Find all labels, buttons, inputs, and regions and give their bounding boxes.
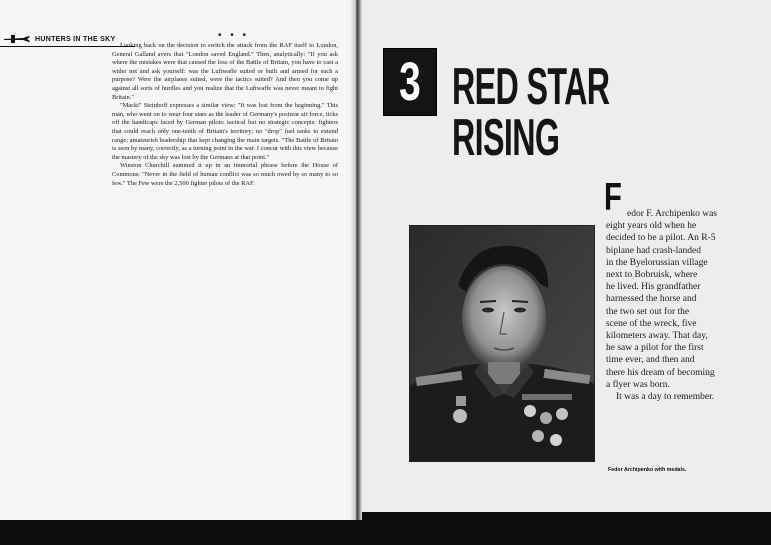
portrait-image (410, 226, 594, 461)
story-line: he lived. His grandfather (606, 282, 701, 293)
story-line: he saw a pilot for the first (606, 343, 704, 354)
portrait-photo (409, 225, 595, 462)
running-head: HUNTERS IN THE SKY (35, 36, 116, 43)
story-line: eight years old when he (606, 221, 697, 232)
chapter-title (452, 58, 672, 167)
story-line: a flyer was born. (606, 379, 670, 390)
story-line: time ever, and then and (606, 355, 695, 366)
paragraph: Winston Churchill summed it up in an immortal phrase before the House of Commons: "Never in the field of human conflict was so much owed by so many to so few." The Few were the 2,500 fighter pilots of the RAF. (112, 162, 338, 187)
photo-caption: Fedor Archipenko with medals. (608, 467, 687, 473)
airplane-icon (3, 34, 31, 44)
story-line: scene of the wreck, five (606, 318, 697, 329)
story-line: harnessed the horse and (606, 294, 697, 305)
left-body-text (112, 42, 338, 188)
page-gutter (350, 0, 362, 520)
chapter-number: 3 (399, 52, 421, 112)
story-line: next to Bobruisk, where (606, 270, 698, 281)
story-line: decided to be a pilot. An R-5 (606, 233, 716, 244)
chapter-title-line: RED STAR (452, 58, 610, 116)
paragraph: "Macki" Steinhoff expresses a similar view: "It was lost from the beginning." This man, who went on to wear four stars as the leader of Germany's postwar air force, ticks off the handicaps faced by German pilots: tactical but no strategic concepts: fighters that could reach only one-tenth of Britain's territory; no "drop" fuel tanks to extend range; amateurish leadership that kept changing the main targets. "The Battle of Britain is seen by many, correctly, as a turning point in the war. I concur with this view because the mastery of the sky was lost by the Germans at that point." (112, 102, 338, 161)
paragraph: Looking back on the decision to switch the attack from the RAF itself to London, General Galland avers that "London saved England." Then, analytically: "If you ask where the mistakes were that caused the loss of the Battle of Britain, you have to cast a wider net and ask yourself: was the Luftwaffe suited or built and armed for such a purpose? Were the airplanes suited, were the tactics suited? And then you come up against all sorts of hurdles and you realize that the Luftwaffe was never meant to fight Britain." (112, 42, 338, 101)
story-line: biplane had crash-landed (606, 245, 701, 256)
story-line: edor F. Archipenko was (627, 209, 717, 219)
story-line: the two set out for the (606, 306, 690, 317)
story-body (606, 208, 756, 403)
story-line: in the Byelorussian village (606, 257, 708, 268)
story-closing-line: It was a day to remember. (616, 392, 715, 403)
chapter-title-line: RISING (452, 109, 560, 167)
story-line: there his dream of becoming (606, 367, 715, 378)
section-ornament: • • • (218, 30, 250, 41)
chapter-number-box (383, 48, 437, 116)
story-line: kilometers away. That day, (606, 331, 708, 342)
drop-cap: F (604, 176, 622, 219)
